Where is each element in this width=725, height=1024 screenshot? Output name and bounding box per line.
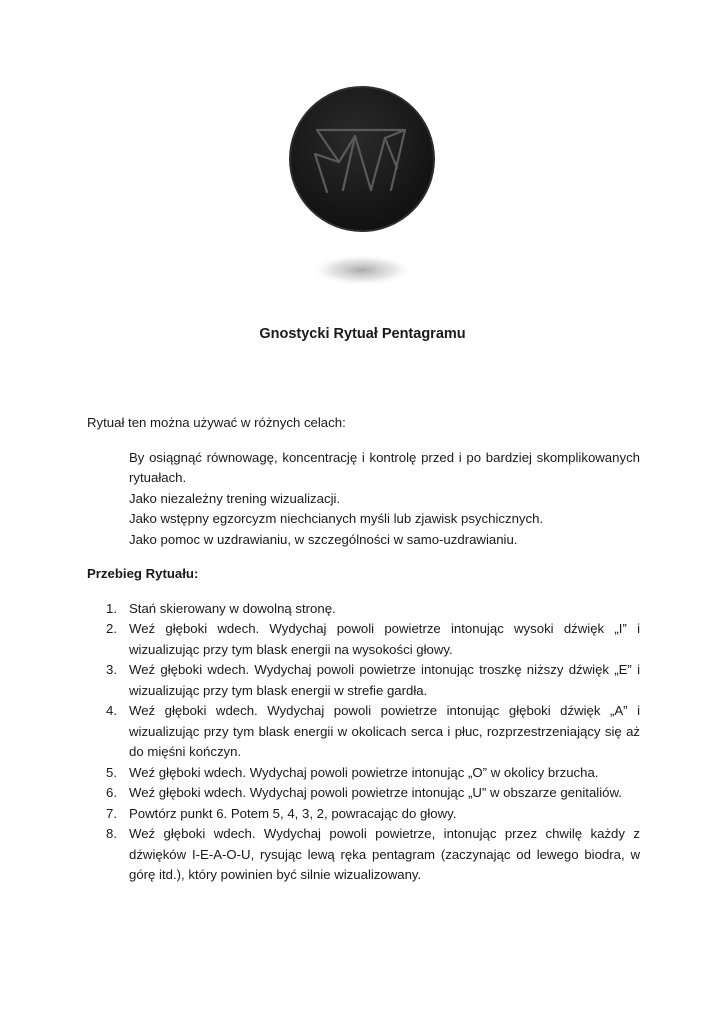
- step-number: 2.: [106, 621, 117, 636]
- step-text: Weź głęboki wdech. Wydychaj powoli powietrze intonując „U” w obszarze genitaliów.: [129, 785, 622, 800]
- step-number: 8.: [106, 826, 117, 841]
- step-text: Weź głęboki wdech. Wydychaj powoli powietrze intonując troszkę niższy dźwięk „E” i wizualizując przy tym blask energii w strefie gardła.: [129, 662, 640, 698]
- steps-list: [87, 599, 640, 886]
- purpose-item: Jako pomoc w uzdrawianiu, w szczególności w samo-uzdrawianiu.: [129, 531, 518, 547]
- step-item: [87, 804, 640, 825]
- step-item: [87, 619, 640, 660]
- document-body: [87, 413, 640, 886]
- step-number: 6.: [106, 785, 117, 800]
- purpose-item: By osiągnąć równowagę, koncentrację i kontrolę przed i po bardziej skomplikowanych rytuałach.: [129, 449, 640, 485]
- step-text: Powtórz punkt 6. Potem 5, 4, 3, 2, powracając do głowy.: [129, 805, 457, 821]
- step-number: 5.: [106, 764, 117, 780]
- step-number: 3.: [106, 662, 117, 677]
- step-item: [87, 763, 640, 784]
- step-text: Weź głęboki wdech. Wydychaj powoli powietrze intonując głęboki dźwięk „A” i wizualizując przy tym blask energii w okolicach serca i płuc, rozprzestrzeniający się aż do mięśni kończyn.: [129, 703, 640, 759]
- procedure-heading: Przebieg Rytuału:: [87, 566, 199, 581]
- intro-paragraph: Rytuał ten można używać w różnych celach:: [87, 415, 346, 430]
- step-text: Weź głęboki wdech. Wydychaj powoli powietrze intonując „O” w okolicy brzucha.: [129, 764, 599, 780]
- step-text: Stań skierowany w dowolną stronę.: [129, 600, 336, 616]
- step-item: [87, 660, 640, 701]
- step-item: [87, 824, 640, 886]
- emblem-shadow: [310, 254, 414, 286]
- step-text: Weź głęboki wdech. Wydychaj powoli powietrze, intonując przez chwilę każdy z dźwięków I-E-A-O-U, rysując lewą ręka pentagram (zaczynając od lewego biodra, w górę itd.), który powinien być silnie wizualizowany.: [129, 826, 640, 882]
- purpose-item: Jako niezależny trening wizualizacji.: [129, 490, 341, 506]
- step-item: [87, 701, 640, 763]
- step-text: Weź głęboki wdech. Wydychaj powoli powietrze intonując wysoki dźwięk „I” i wizualizując przy tym blask energii na wysokości głowy.: [129, 621, 640, 657]
- purposes-list: [129, 448, 640, 551]
- emblem-graphic: [287, 86, 437, 296]
- pentagram-emblem-icon: [287, 86, 437, 296]
- step-number: 7.: [106, 805, 117, 821]
- step-number: 1.: [106, 600, 117, 616]
- step-item: [87, 783, 640, 804]
- document-title: Gnostycki Rytuał Pentagramu: [259, 326, 466, 342]
- step-item: [87, 599, 640, 620]
- purpose-item: Jako wstępny egzorcyzm niechcianych myśli lub zjawisk psychicznych.: [129, 511, 544, 526]
- step-number: 4.: [106, 703, 117, 718]
